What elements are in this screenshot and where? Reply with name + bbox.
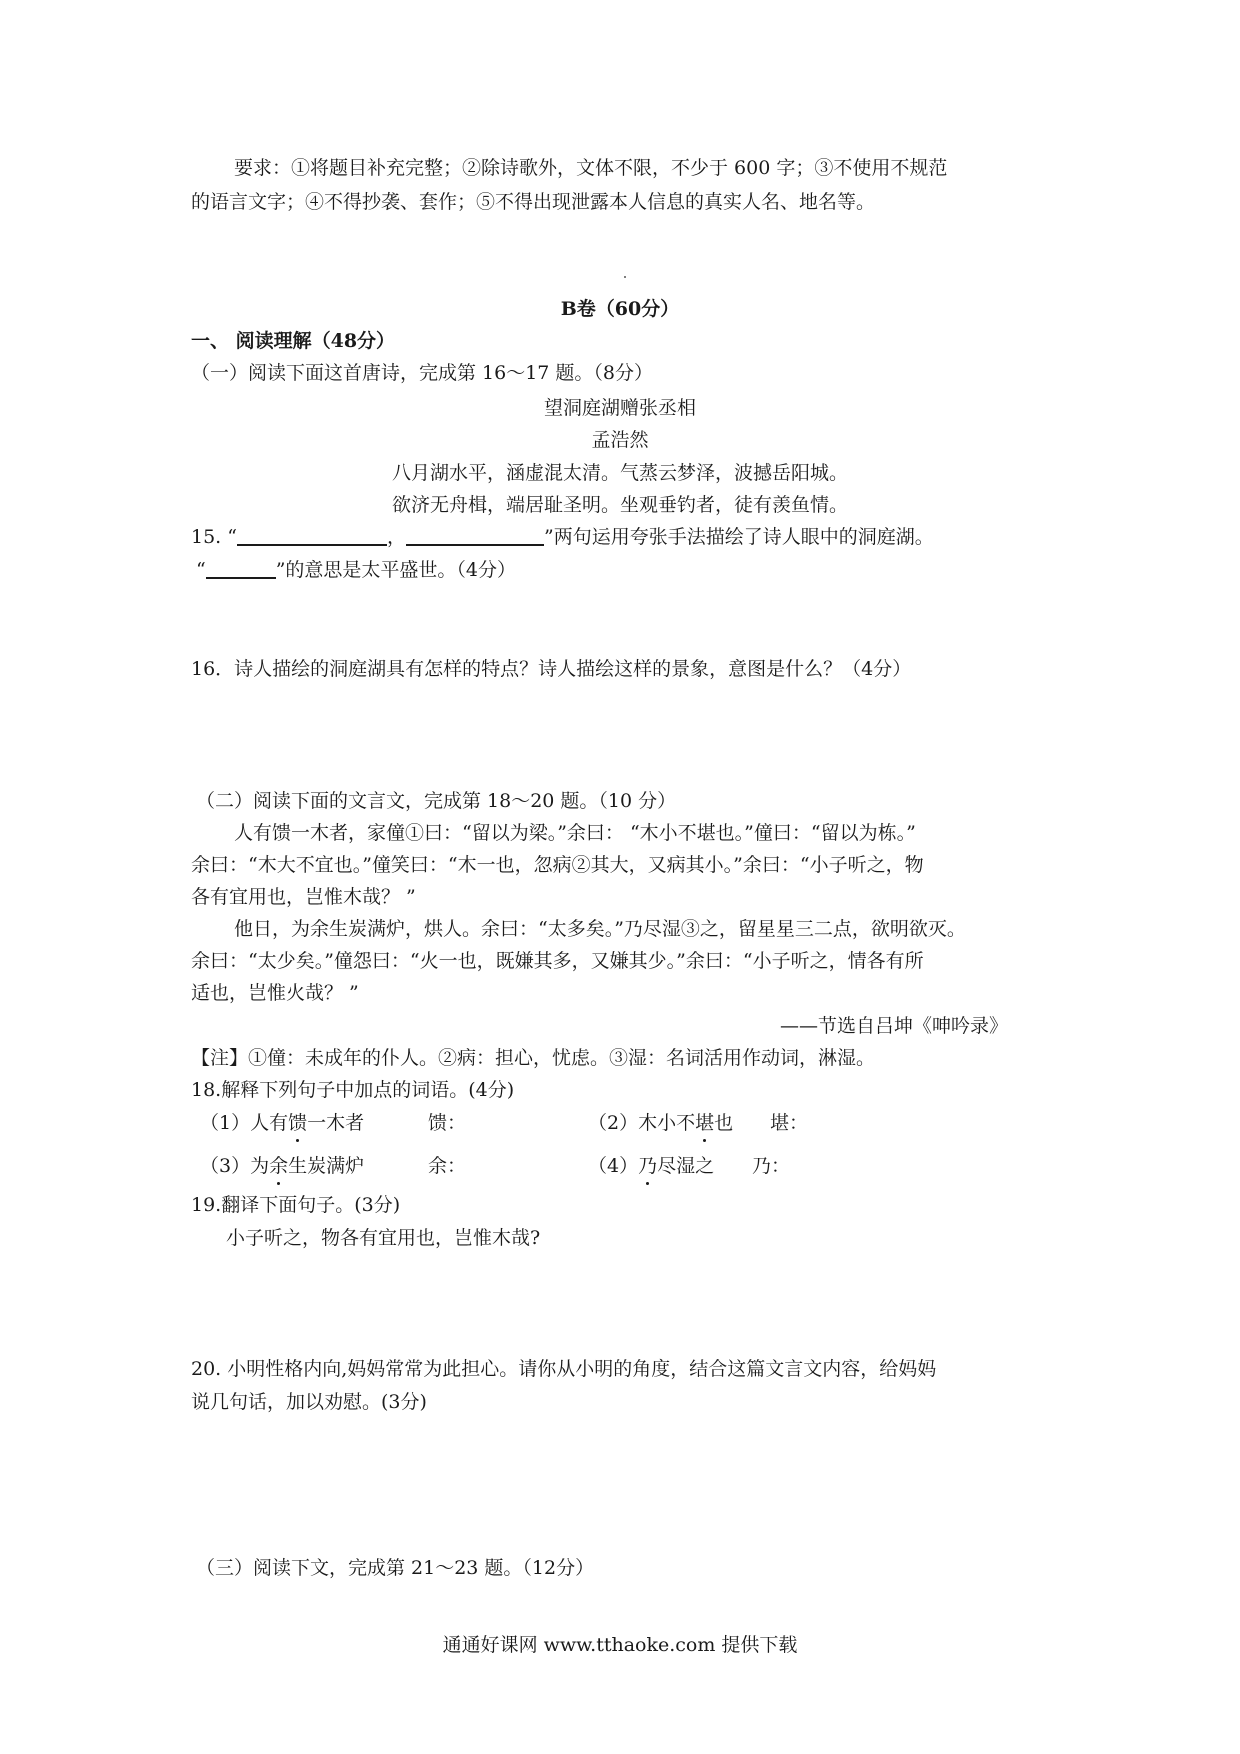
q15-blank-1[interactable] (237, 524, 387, 546)
question-15-line-2 (196, 557, 516, 583)
q18-item-1 (200, 1110, 364, 1136)
q15-line2-rest: ”的意思是太平盛世。（4分） (275, 559, 517, 581)
q18-item-3 (200, 1153, 364, 1179)
question-20-line-2: 说几句话，加以劝慰。(3分) (191, 1391, 427, 1413)
q18-item-4-text-b: 尽湿之 (657, 1155, 715, 1177)
q18-item-4-dotted-word: 乃 (638, 1155, 658, 1177)
q18-item-1-text-b: 一木者 (307, 1112, 365, 1134)
part2-intro: （二）阅读下面的文言文，完成第 18～20 题。（10 分） (196, 790, 677, 812)
q15-line2-open: “ (196, 559, 206, 581)
question-20-line-1: 20. 小明性格内向,妈妈常常为此担心。请你从小明的角度，结合这篇文言文内容，给妈妈 (191, 1358, 937, 1380)
poem-author: 孟浩然 (591, 429, 649, 451)
requirement-line-1: 要求：①将题目补充完整；②除诗歌外，文体不限，不少于 600 字；③不使用不规范 (234, 157, 948, 179)
passage-p2-line-1: 他日，为余生炭满炉，烘人。余曰：“太多矣。”乃尽湿③之，留星星三二点，欲明欲灭。 (234, 918, 966, 940)
q18-item-1-answer: 馈： (428, 1112, 467, 1134)
section-title-reading: 一、 阅读理解（48分） (191, 330, 396, 352)
q18-item-2-text-b: 也 (714, 1112, 734, 1134)
passage-p1-line-2: 余曰：“木大不宜也。”僮笑曰：“木一也，忽病②其大，又病其小。”余曰：“小子听之，物 (191, 854, 924, 876)
q18-item-2-dotted-word: 堪 (695, 1112, 715, 1134)
question-15-line-1 (191, 524, 934, 550)
passage-p1-line-3: 各有宜用也，岂惟木哉？ ” (191, 886, 416, 908)
q18-item-3-answer: 余： (428, 1155, 467, 1177)
q15-comma: ， (386, 526, 406, 548)
passage-source: ——节选自吕坤《呻吟录》 (780, 1015, 1009, 1037)
q15-rest: ”两句运用夸张手法描绘了诗人眼中的洞庭湖。 (544, 526, 934, 548)
passage-p2-line-3: 适也，岂惟火哉？ ” (191, 982, 359, 1004)
question-16: 16．诗人描绘的洞庭湖具有怎样的特点？诗人描绘这样的景象，意图是什么？（4分） (191, 658, 912, 680)
q18-item-4-text-a: （4） (588, 1155, 639, 1177)
passage-note: 【注】①僮：未成年的仆人。②病：担心，忧虑。③湿：名词活用作动词，淋湿。 (191, 1047, 876, 1069)
requirement-line-2: 的语言文字；④不得抄袭、套作；⑤不得出现泄露本人信息的真实人名、地名等。 (191, 191, 876, 213)
question-18: 18.解释下列句子中加点的词语。(4分) (191, 1079, 515, 1101)
q18-item-4 (588, 1153, 714, 1179)
q18-item-3-text-a: （3）为 (200, 1155, 270, 1177)
poem-line-1: 八月湖水平，涵虚混太清。气蒸云梦泽，波撼岳阳城。 (391, 462, 848, 484)
q18-item-1-text-a: （1）人有 (200, 1112, 289, 1134)
q18-item-3-text-b: 生炭满炉 (288, 1155, 365, 1177)
q18-item-1-dotted-word: 馈 (288, 1112, 308, 1134)
q19-sentence: 小子听之，物各有宜用也，岂惟木哉? (226, 1227, 541, 1249)
poem-line-2: 欲济无舟楫，端居耻圣明。坐观垂钓者，徒有羡鱼情。 (391, 494, 848, 516)
scan-speck (624, 276, 626, 278)
poem-title: 望洞庭湖赠张丞相 (543, 397, 696, 419)
volume-title: B卷（60分） (560, 298, 680, 320)
q18-item-2-answer: 堪： (770, 1112, 809, 1134)
passage-p2-line-2: 余曰：“太少矣。”僮怨曰：“火一也，既嫌其多，又嫌其少。”余曰：“小子听之，情各有所 (191, 950, 924, 972)
q18-item-2-text-a: （2）木小不 (588, 1112, 696, 1134)
q15-blank-3[interactable] (206, 557, 276, 579)
q15-prefix: 15. “ (191, 526, 237, 548)
q18-item-2 (588, 1110, 733, 1136)
part1-intro: （一）阅读下面这首唐诗，完成第 16～17 题。（8分） (191, 362, 654, 384)
question-19: 19.翻译下面句子。(3分) (191, 1194, 401, 1216)
q15-blank-2[interactable] (406, 524, 544, 546)
part3-intro: （三）阅读下文，完成第 21～23 题。（12分） (196, 1557, 595, 1579)
q18-item-4-answer: 乃： (752, 1155, 791, 1177)
passage-p1-line-1: 人有馈一木者，家僮①曰：“留以为梁。”余曰： “木小不堪也。”僮曰：“留以为栋。” (234, 822, 916, 844)
page-footer: 通通好课网 www.tthaoke.com 提供下载 (442, 1634, 798, 1656)
q18-item-3-dotted-word: 余 (269, 1155, 289, 1177)
